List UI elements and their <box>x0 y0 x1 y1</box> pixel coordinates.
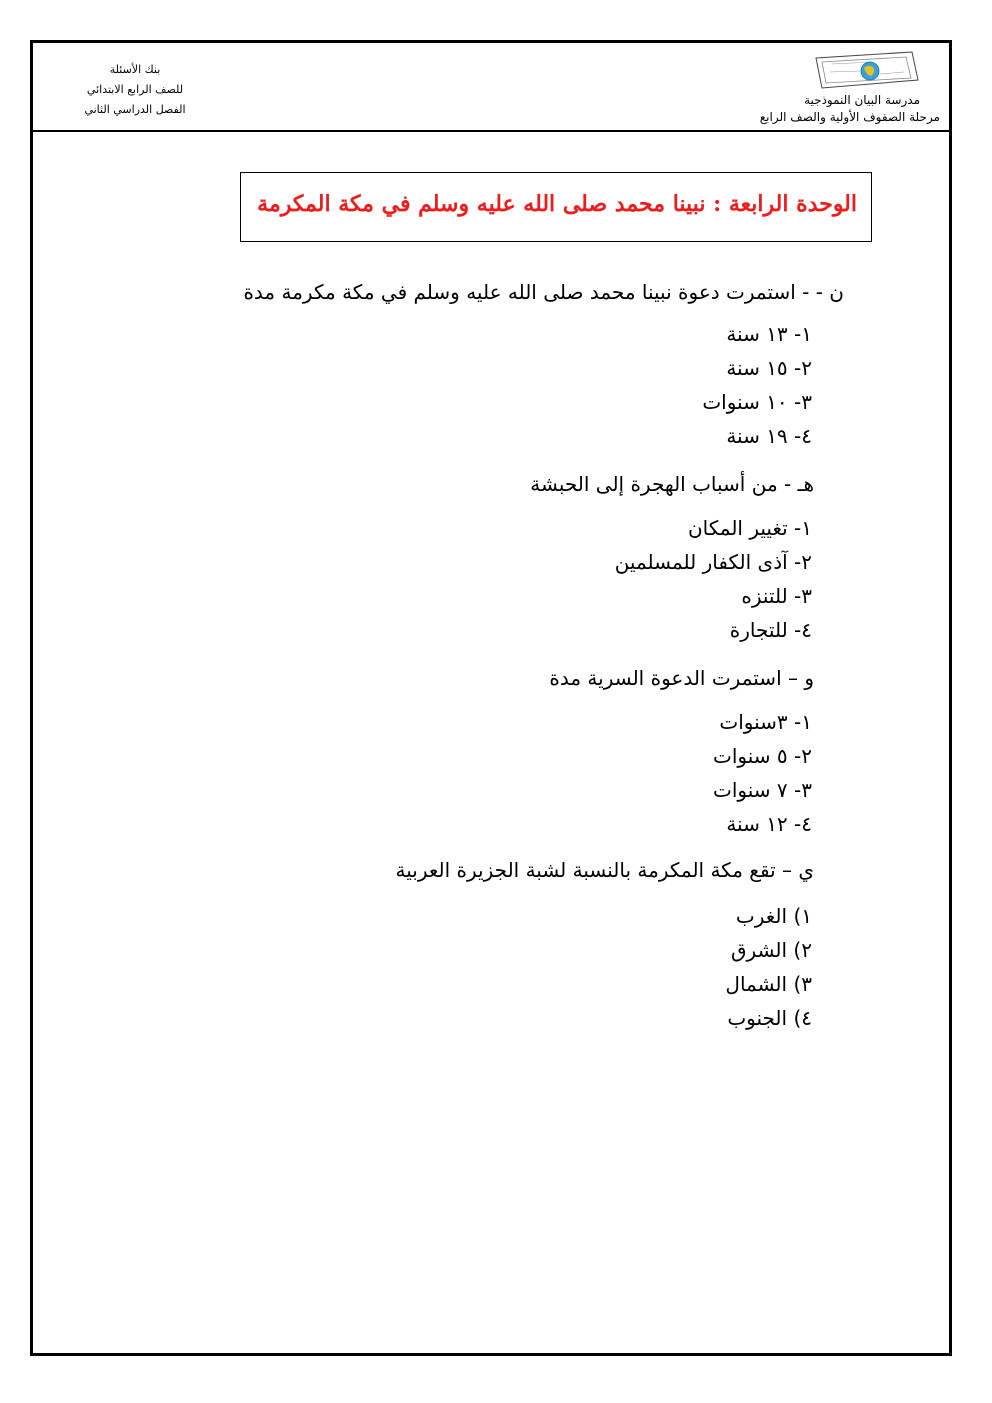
question-text: و – استمرت الدعوة السرية مدة <box>549 666 814 690</box>
answer-option: ٤- ١٩ سنة <box>726 424 812 448</box>
answer-option: ٢- ١٥ سنة <box>726 356 812 380</box>
answer-option: ٢- ٥ سنوات <box>713 744 812 768</box>
answer-option: ١) الغرب <box>735 904 812 928</box>
answer-option: ٣) الشمال <box>725 972 812 996</box>
answer-option: ٣- ٧ سنوات <box>713 778 812 802</box>
grade-label: للصف الرابع الابتدائي <box>86 83 184 96</box>
question-text: ن - - استمرت دعوة نبينا محمد صلى الله عليه وسلم في مكة مكرمة مدة <box>243 280 844 304</box>
answer-option: ١- تغيير المكان <box>687 516 812 540</box>
school-name: مدرسة البيان النموذجية <box>804 93 920 107</box>
answer-option: ٢- آذى الكفار للمسلمين <box>614 550 812 574</box>
answer-option: ٤) الجنوب <box>727 1006 812 1030</box>
answer-option: ١- ٣سنوات <box>719 710 812 734</box>
answer-option: ٣- ١٠ سنوات <box>702 390 812 414</box>
school-stage: مرحلة الصفوف الأولية والصف الرابع <box>759 110 940 124</box>
answer-option: ٢) الشرق <box>731 938 812 962</box>
bank-header <box>55 60 215 120</box>
answer-option: ٤- للتجارة <box>729 618 812 642</box>
header-divider <box>30 130 952 132</box>
semester-label: الفصل الدراسي الثاني <box>84 103 186 116</box>
unit-title: الوحدة الرابعة : نبينا محمد صلى الله عليه وسلم في مكة المكرمة <box>257 191 857 217</box>
unit-title-box <box>240 172 872 242</box>
bank-title: بنك الأسئلة <box>109 63 161 76</box>
question-text: ي – تقع مكة المكرمة بالنسبة لشبة الجزيرة العربية <box>395 858 814 882</box>
question-text: هـ - من أسباب الهجرة إلى الحبشة <box>530 472 814 496</box>
school-logo-icon <box>812 50 922 92</box>
answer-option: ١- ١٣ سنة <box>726 322 812 346</box>
answer-option: ٤- ١٢ سنة <box>726 812 812 836</box>
school-header <box>720 50 940 126</box>
answer-option: ٣- للتنزه <box>741 584 812 608</box>
